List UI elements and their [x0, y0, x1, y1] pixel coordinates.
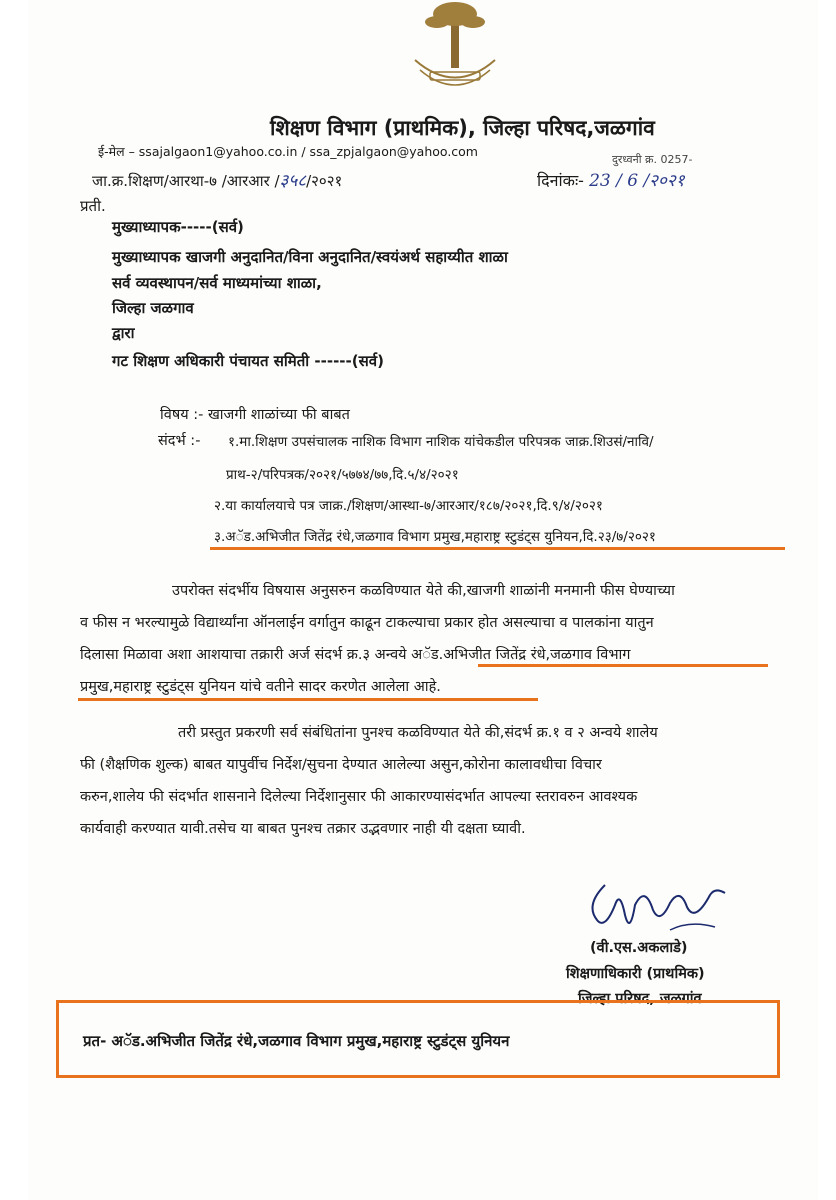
email-line: ई-मेल – ssajalgaon1@yahoo.co.in / ssa_zpjalgaon@yahoo.com: [98, 144, 478, 159]
date-label: दिनांकः-: [537, 171, 584, 190]
handwritten-signature-icon: [575, 875, 735, 945]
prati-label: प्रती.: [80, 197, 106, 215]
signatory-office: जिल्हा परिषद, जळगांव: [578, 991, 702, 1007]
body-line: दिलासा मिळावा अशा आशयाचा तक्रारी अर्ज संदर्भ क्र.३ अन्वये अॅड.अभिजीत जितेंद्र रंधे,जळगाव विभाग: [80, 647, 631, 663]
copy-to-box: [56, 1000, 780, 1078]
body-line: प्रमुख,महाराष्ट्र स्टुडंट्स युनियन यांचे वतीने सादर करणेत आलेला आहे.: [80, 679, 441, 695]
highlight-underline: [478, 664, 768, 667]
signatory-designation: शिक्षणाधिकारी (प्राथमिक): [566, 966, 705, 982]
recipient-line: द्वारा: [112, 324, 135, 342]
signatory-name: (वी.एस.अकलाडे): [590, 940, 688, 956]
reference-handwritten-number: ३५८: [279, 171, 307, 191]
highlight-underline: [78, 698, 538, 701]
highlight-underline: [210, 547, 785, 550]
copy-to-text: प्रत- अॅड.अभिजीत जितेंद्र रंधे,जळगाव विभाग प्रमुख,महाराष्ट्र स्टुडंट्स युनियन: [83, 1032, 510, 1050]
body-line: करुन,शालेय फी संदर्भात शासनाने दिलेल्या निर्देशानुसार फी आकारण्यासंदर्भात आपल्या स्तरावरुन आवश्यक: [80, 789, 638, 805]
department-title: शिक्षण विभाग (प्राथमिक), जिल्हा परिषद,जळगांव: [270, 116, 655, 140]
reference-item: १.मा.शिक्षण उपसंचालक नाशिक विभाग नाशिक यांचेकडील परिपत्रक जाक्र.शिउसं/नावि/: [228, 434, 654, 450]
body-line: व फीस न भरल्यामुळे विद्यार्थ्यांना ऑनलाईन वर्गातुन काढून टाकल्याचा प्रकार होत असल्याचा व पालकांना यातुन: [80, 615, 654, 631]
recipient-line: सर्व व्यवस्थापन/सर्व माध्यमांच्या शाळा,: [112, 274, 322, 292]
body-line: तरी प्रस्तुत प्रकरणी सर्व संबंधितांना पुनश्च कळविण्यात येते की,संदर्भ क्र.१ व २ अन्वये शालेय: [178, 725, 658, 741]
reference-item: ३.अॅड.अभिजीत जितेंद्र रंधे,जळगाव विभाग प्रमुख,महाराष्ट्र स्टुडंट्स युनियन,दि.२३/७/२०२१: [214, 529, 656, 545]
reference-year: /२०२१: [306, 172, 343, 190]
body-line: फी (शैक्षणिक शुल्क) बाबत यापुर्वीच निर्देश/सुचना देण्यात आलेल्या असुन,कोरोना कालावधीचा विचार: [80, 757, 602, 773]
recipient-line: गट शिक्षण अधिकारी पंचायत समिती ------(सर्व): [112, 352, 384, 370]
recipient-line: मुख्याध्यापक खाजगी अनुदानित/विना अनुदानित/स्वयंअर्थ सहाय्यीत शाळा: [112, 248, 508, 266]
reference-number: [92, 168, 342, 191]
government-emblem-icon: [395, 0, 515, 100]
reference-prefix: जा.क्र.शिक्षण/आरथा-७ /आरआर /: [92, 172, 280, 190]
reference-item: २.या कार्यालयाचे पत्र जाक्र./शिक्षण/आस्था-७/आरआर/१८७/२०२१,दि.९/४/२०२१: [214, 498, 603, 514]
letter-date: [537, 168, 685, 191]
reference-item: प्राथ-२/परिपत्रक/२०२१/५७७४/७७,दि.५/४/२०२१: [226, 467, 459, 483]
recipient-line: मुख्याध्यापक-----(सर्व): [112, 218, 244, 236]
body-line: उपरोक्त संदर्भीय विषयास अनुसरुन कळविण्यात येते की,खाजगी शाळांनी मनमानी फीस घेण्याच्या: [172, 583, 675, 599]
subject-line: विषय :- खाजगी शाळांच्या फी बाबत: [160, 407, 350, 423]
body-line: कार्यवाही करण्यात यावी.तसेच या बाबत पुनश्च तक्रार उद्भवणार नाही यी दक्षता घ्यावी.: [80, 821, 526, 837]
date-value: 23 / 6 /२०२१: [589, 171, 685, 191]
phone-number: दुरध्वनी क्र. 0257-: [612, 153, 693, 166]
references-label: संदर्भ :-: [158, 433, 201, 449]
recipient-line: जिल्हा जळगाव: [112, 299, 194, 317]
